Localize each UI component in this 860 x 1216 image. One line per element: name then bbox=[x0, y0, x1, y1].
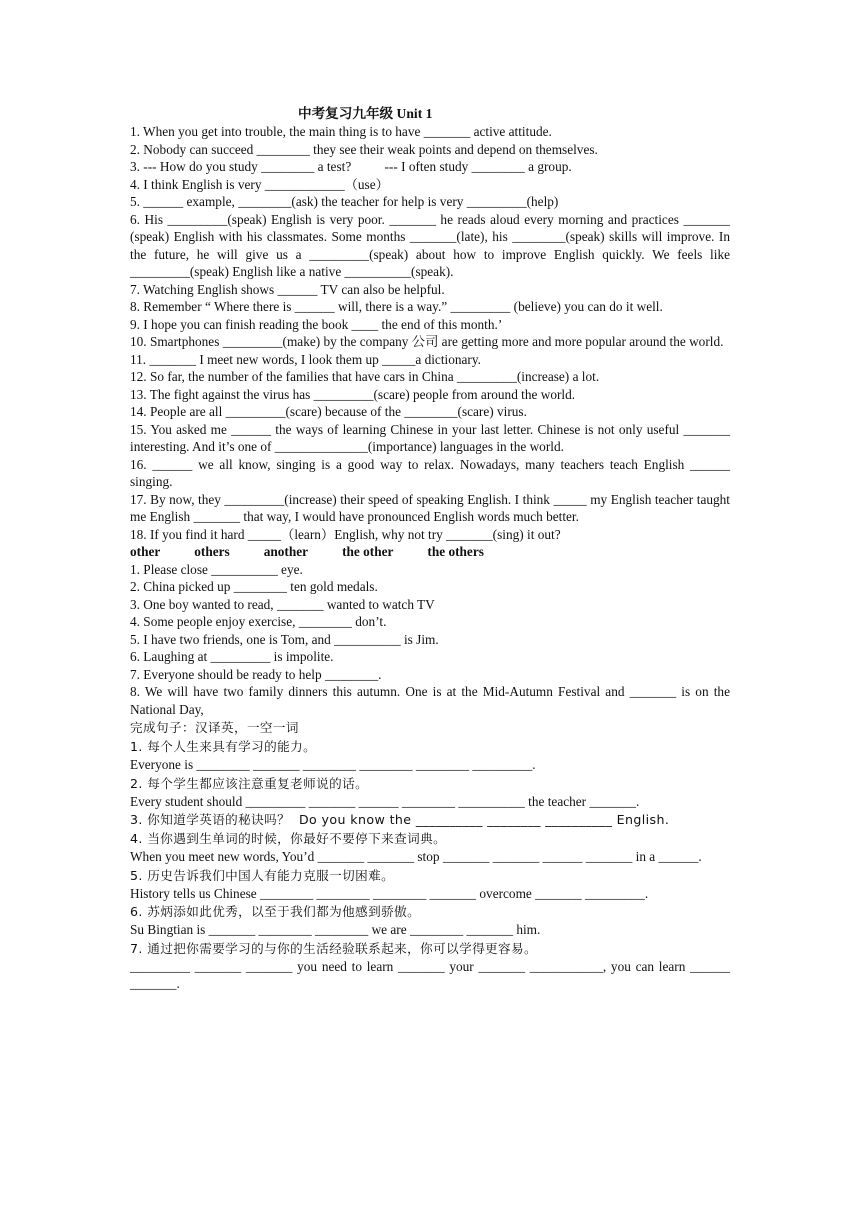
page-title: 中考复习九年级 Unit 1 bbox=[298, 106, 433, 121]
pronoun-question-7: 7. Everyone should be ready to help ________. bbox=[130, 666, 382, 682]
translation-heading: 完成句子：汉译英，一空一词 bbox=[130, 720, 299, 735]
translation-4-chinese: 4. 当你遇到生单词的时候，你最好不要停下来查词典。 bbox=[130, 831, 447, 846]
pronoun-question-4: 4. Some people enjoy exercise, ________ don’t. bbox=[130, 614, 387, 629]
translation-6-english: Su Bingtian is _______ ________ ________ we are ________ _______ him. bbox=[130, 922, 541, 937]
question-8: 8. Remember “ Where there is ______ will, there is a way.” _________ (believe) you can do it well. bbox=[130, 299, 663, 314]
translation-2-chinese: 2. 每个学生都应该注意重复老师说的话。 bbox=[130, 775, 369, 791]
translation-1-chinese: 1. 每个人生来具有学习的能力。 bbox=[130, 739, 317, 754]
question-2: 2. Nobody can succeed ________ they see their weak points and depend on themselves. bbox=[130, 141, 598, 157]
question-14: 14. People are all _________(scare) because of the ________(scare) virus. bbox=[130, 404, 527, 419]
translation-3-line: 3. 你知道学英语的秘诀吗？ Do you know the __________ ________ __________ English. bbox=[130, 812, 670, 827]
question-1: 1. When you get into trouble, the main thing is to have _______ active attitude. bbox=[130, 124, 552, 139]
pronoun-question-6: 6. Laughing at _________ is impolite. bbox=[130, 649, 334, 664]
question-7: 7. Watching English shows ______ TV can also be helpful. bbox=[130, 281, 445, 297]
question-17: 17. By now, they _________(increase) their speed of speaking English. I think _____ my English teacher taught me English _______ that way, I would have pronounced English words much better. bbox=[130, 491, 730, 524]
question-12: 12. So far, the number of the families that have cars in China _________(increase) a lot. bbox=[130, 369, 600, 384]
translation-4-english: When you meet new words, You’d _______ _______ stop _______ _______ ______ _______ in a ______. bbox=[130, 849, 702, 864]
pronoun-question-2: 2. China picked up ________ ten gold medals. bbox=[130, 579, 378, 594]
option-the-other: the other bbox=[342, 544, 394, 559]
question-10: 10. Smartphones _________(make) by the company 公司 are getting more and more popular around the world. bbox=[130, 334, 724, 349]
question-11: 11. _______ I meet new words, I look them up _____a dictionary. bbox=[130, 351, 481, 367]
option-the-others: the others bbox=[427, 544, 484, 559]
option-others: others bbox=[194, 544, 230, 559]
question-3: 3. --- How do you study ________ a test? --- I often study ________ a group. bbox=[130, 159, 572, 174]
pronoun-question-5: 5. I have two friends, one is Tom, and __________ is Jim. bbox=[130, 631, 439, 647]
translation-1-english: Everyone is ________ _______ ________ ________ ________ _________. bbox=[130, 757, 536, 772]
translation-5-chinese: 5. 历史告诉我们中国人有能力克服一切困难。 bbox=[130, 867, 395, 883]
translation-7-english: _________ _______ _______ you need to learn _______ your _______ ___________, you can learn ______ _______. bbox=[130, 958, 730, 991]
option-other: other bbox=[130, 544, 161, 559]
translation-2-english: Every student should _________ _______ ______ ________ __________ the teacher _______. bbox=[130, 793, 640, 809]
question-13: 13. The fight against the virus has _________(scare) people from around the world. bbox=[130, 386, 576, 402]
translation-5-english: History tells us Chinese ________ ________ ________ _______ overcome _______ _________. bbox=[130, 885, 649, 901]
translation-7-chinese: 7. 通过把你需要学习的与你的生活经验联系起来，你可以学得更容易。 bbox=[130, 940, 538, 956]
pronoun-question-1: 1. Please close __________ eye. bbox=[130, 561, 303, 577]
word-options bbox=[130, 543, 730, 561]
worksheet-page bbox=[130, 104, 730, 993]
question-9: 9. I hope you can finish reading the book ____ the end of this month.’ bbox=[130, 316, 503, 332]
question-4: 4. I think English is very ____________（use） bbox=[130, 176, 389, 192]
pronoun-question-3: 3. One boy wanted to read, _______ wanted to watch TV bbox=[130, 596, 435, 612]
question-16: 16. ______ we all know, singing is a good way to relax. Nowadays, many teachers teach English ______ singing. bbox=[130, 456, 730, 489]
question-15: 15. You asked me ______ the ways of learning Chinese in your last letter. Chinese is not only useful _______ interesting. And it’s one of ______________(importance) languages in the world. bbox=[130, 421, 730, 454]
question-6: 6. His _________(speak) English is very poor. _______ he reads aloud every morning and practices _______ (speak) English with his classmates. Some months _______(late), his ________(speak) skills will improve. In the future, he will give us a _________(speak) about how to improve English quickly. We feels like _________(speak) English like a native __________(speak). bbox=[130, 211, 730, 279]
question-5: 5. ______ example, ________(ask) the teacher for help is very _________(help) bbox=[130, 194, 559, 209]
translation-6-chinese: 6. 苏炳添如此优秀，以至于我们都为他感到骄傲。 bbox=[130, 904, 421, 919]
option-another: another bbox=[263, 544, 309, 559]
question-18: 18. If you find it hard _____（learn）English, why not try _______(sing) it out? bbox=[130, 526, 561, 542]
pronoun-question-8: 8. We will have two family dinners this autumn. One is at the Mid-Autumn Festival and _______ is on the National Day, bbox=[130, 684, 730, 717]
